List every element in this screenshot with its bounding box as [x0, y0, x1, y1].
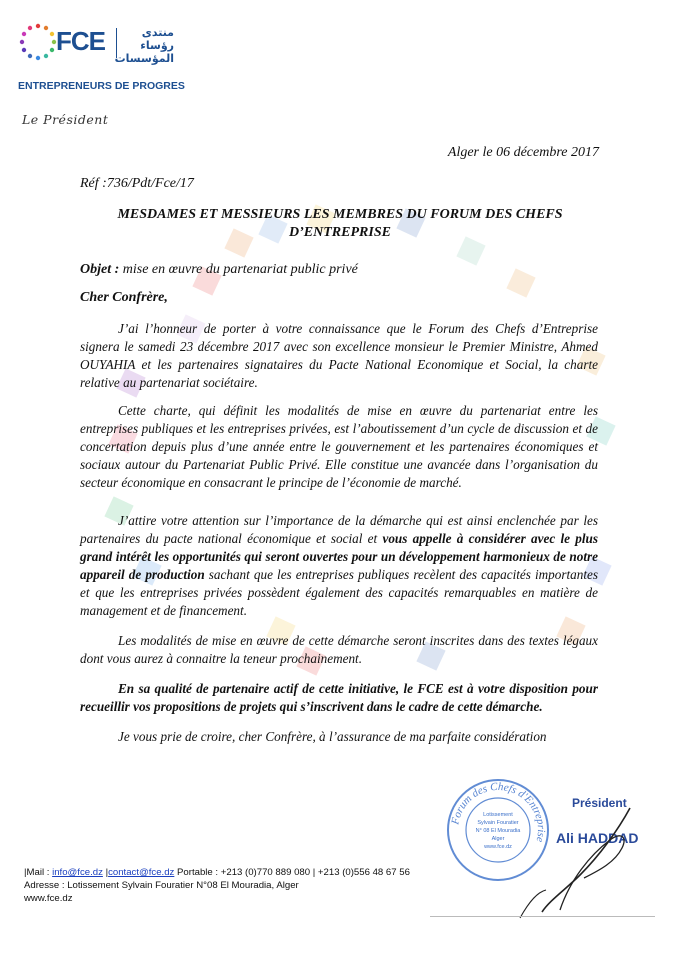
paragraph-3-emphasis: vous appelle à considérer avec le plus grand intérêt les opportunités qui seront ouvertes pour un développement harmonieux de notre appareil de production	[80, 531, 598, 582]
paragraph-5: En sa qualité de partenaire actif de cette initiative, le FCE est à votre disposition pour recueillir vos propositions de projets qui s’inscrivent dans le cadre de cette démarche.	[80, 681, 598, 714]
subject-label: Objet :	[80, 262, 120, 277]
logo-arabic-text: منتدى رؤساء المؤسسات	[114, 26, 174, 65]
letter-addressee: MESDAMES ET MESSIEURS LES MEMBRES DU FORUM DES CHEFS D’ENTREPRISE	[117, 207, 563, 240]
footer-contact-line: |Mail : info@fce.dz |contact@fce.dz Portable : +213 (0)770 889 080 | +213 (0)556 48 67 56	[24, 867, 410, 878]
stamp-line-2: Sylvain Fouratier	[477, 820, 519, 826]
subject-text: mise en œuvre du partenariat public privé	[119, 262, 358, 277]
footer-website: www.fce.dz	[24, 893, 73, 904]
stamp-line-5: www.fce.dz	[484, 844, 512, 850]
fce-logo	[18, 18, 185, 98]
footer-phones: Portable : +213 (0)770 889 080 | +213 (0)556 48 67 56	[174, 867, 410, 878]
stamp-line-4: Alger	[491, 836, 505, 842]
stamp-ring-text: Forum des Chefs d'Entreprise	[449, 780, 548, 844]
paragraph-2: Cette charte, qui définit les modalités de mise en œuvre du partenariat entre les entreprises publiques et les entreprises privées, est l’aboutissement d’un cycle de discussion et de concertation depuis plus d’une année entre le gouvernement et les partenaires économiques et sociaux autour du Partenariat Public Privé. Elle constitue une avancée dans l’organisation du secteur économique en consacrant le principe de l’économie de marché.	[80, 403, 598, 490]
letter-salutation: Cher Confrère,	[80, 290, 168, 305]
president-label: Le Président	[22, 112, 109, 127]
email-link-contact[interactable]: contact@fce.dz	[108, 867, 175, 878]
paragraph-3: J’attire votre attention sur l’importance de la démarche qui est ainsi enclenchée par les partenaires du pacte national économique et social et vous appelle à considérer avec le plus grand intérêt les opportunités qui seront ouvertes pour un développement harmonieux de notre appareil de production sachant que les entreprises publiques recèlent des capacités importantes et que les entreprises privées possèdent également des capacités remarquables en matière de management et de financement.	[80, 513, 598, 618]
closing-paragraph: Je vous prie de croire, cher Confrère, à l’assurance de ma parfaite considération	[118, 729, 547, 744]
letter-date: Alger le 06 décembre 2017	[447, 145, 599, 160]
paragraph-4: Les modalités de mise en œuvre de cette démarche seront inscrites dans des textes légaux dont vous aurez à connaitre la teneur prochainement.	[80, 633, 598, 666]
footer-address: Adresse : Lotissement Sylvain Fouratier N°08 El Mouradia, Alger	[24, 880, 299, 891]
signature-underline	[430, 916, 655, 917]
handwritten-signature	[480, 800, 660, 920]
stamp-line-1: Lotissement	[483, 812, 513, 818]
signatory-name: Ali HADDAD	[556, 830, 639, 846]
logo-dots-icon	[18, 22, 58, 62]
signatory-title: Président	[572, 796, 627, 810]
letter-subject	[80, 262, 358, 278]
footer-contact	[24, 866, 410, 905]
logo-wordmark: FCE	[56, 26, 105, 56]
email-link-info[interactable]: info@fce.dz	[52, 867, 103, 878]
letter-reference: Réf :736/Pdt/Fce/17	[80, 176, 194, 191]
paragraph-1: J’ai l’honneur de porter à votre connaissance que le Forum des Chefs d’Entreprise signera le samedi 23 décembre 2017 avec son excellence monsieur le Premier Ministre, Ahmed OUYAHIA et les partenaires signataires du Pacte National Economique et Social, la charte relative au partenariat sociétaire.	[80, 321, 598, 390]
logo-tagline: ENTREPRENEURS DE PROGRES	[18, 80, 185, 92]
stamp-line-3: N° 08 El Mouradia	[475, 828, 521, 834]
